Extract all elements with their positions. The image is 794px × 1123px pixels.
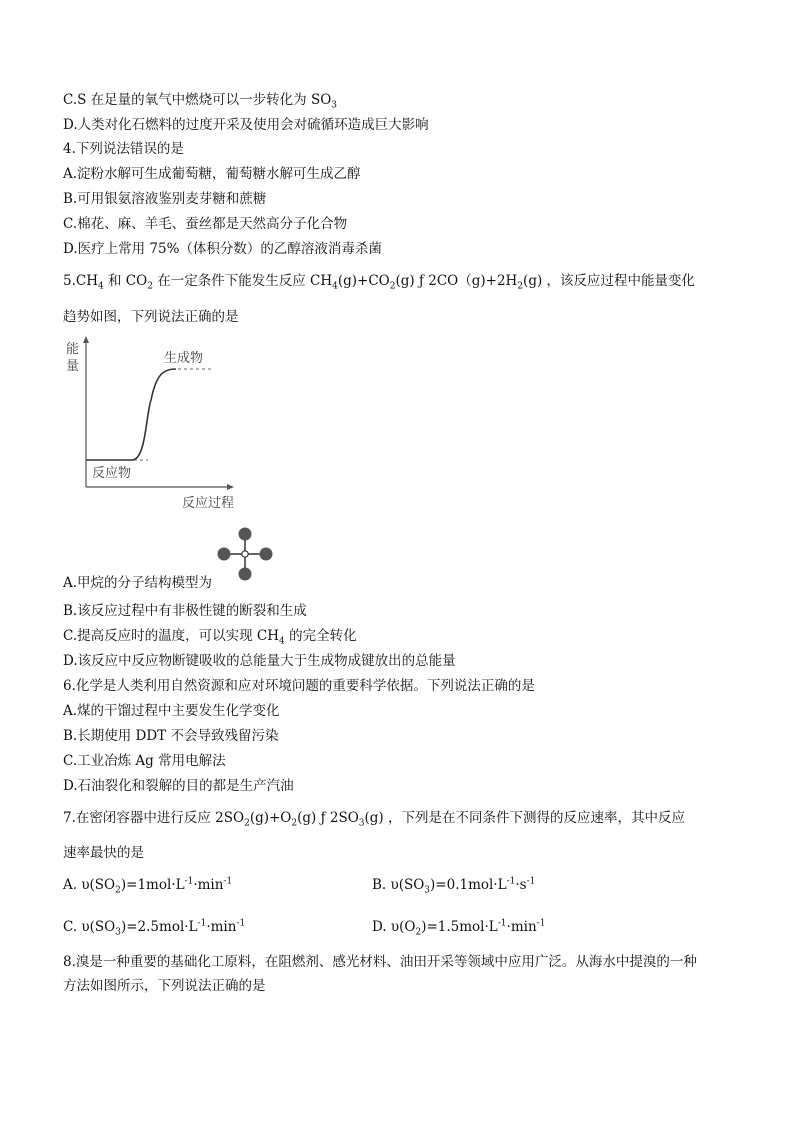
question-6-option-c: C.工业冶炼 Ag 常用电解法 bbox=[63, 753, 226, 769]
question-5-option-c: C.提高反应时的温度，可以实现 $CH_4$ 的完全转化 bbox=[63, 628, 357, 647]
methane-model-icon bbox=[216, 524, 274, 584]
question-7-option-c: C. $\upsilon(SO_3)=2.5mol\cdot L^{-1}\cdot\min^{-1}$ bbox=[63, 918, 246, 938]
question-5-option-a: A.甲烷的分子结构模型为 bbox=[63, 575, 213, 591]
x-axis-arrow bbox=[227, 484, 234, 490]
energy-curve bbox=[86, 369, 176, 460]
question-7-option-d: D. $\upsilon(O_2)=1.5mol\cdot L^{-1}\cdot\min^{-1}$ bbox=[372, 918, 546, 938]
question-4-option-d: D.医疗上常用 75%（体积分数）的乙醇溶液消毒杀菌 bbox=[63, 241, 382, 257]
question-5-stem: $5.CH_4$ 和 $CO_2$ 在一定条件下能发生反应 $CH_4(g)+CO_2(g)$ ƒ $2CO(g)+2H_2(g)$ ，该反应过程中能量变化 bbox=[63, 273, 696, 292]
question-8-stem-line-2: 方法如图所示，下列说法正确的是 bbox=[63, 978, 266, 994]
reactant-label: 反应物 bbox=[92, 466, 132, 481]
line-option-d: D.人类对化石燃料的过度开采及使用会对硫循环造成巨大影响 bbox=[63, 117, 429, 133]
question-4-option-c: C.棉花、麻、羊毛、蚕丝都是天然高分子化合物 bbox=[63, 216, 348, 232]
question-5-option-d: D.该反应中反应物断键吸收的总能量大于生成物成键放出的总能量 bbox=[63, 653, 456, 669]
question-6-option-a: A.煤的干馏过程中主要发生化学变化 bbox=[63, 703, 280, 719]
product-label: 生成物 bbox=[164, 351, 204, 366]
question-4-option-b: B.可用银氨溶液鉴别麦芽糖和蔗糖 bbox=[63, 191, 267, 207]
question-7-stem-line-2: 速率最快的是 bbox=[63, 845, 144, 861]
question-6-option-d: D.石油裂化和裂解的目的都是生产汽油 bbox=[63, 778, 294, 794]
question-4-stem: 4.下列说法错误的是 bbox=[63, 141, 184, 157]
question-4-option-a: A.淀粉水解可生成葡萄糖，葡萄糖水解可生成乙醇 bbox=[63, 166, 361, 182]
question-5-option-b: B.该反应过程中有非极性键的断裂和生成 bbox=[63, 603, 307, 619]
x-axis-label: 反应过程 bbox=[182, 496, 235, 511]
question-7-option-b: B. $\upsilon(SO_3)=0.1mol\cdot L^{-1}\cdot s^{-1}$ bbox=[372, 876, 536, 896]
y-axis-arrow bbox=[83, 336, 89, 343]
y-axis-label-1: 能 bbox=[66, 342, 80, 357]
question-7-option-a: A. $\upsilon(SO_2)=1mol\cdot L^{-1}\cdot\min^{-1}$ bbox=[63, 876, 233, 896]
question-7-stem: 7.在密闭容器中进行反应 $2SO_2(g)+O_2(g)$ ƒ $2SO_3(g)$ ，下列是在不同条件下测得的反应速率，其中反应 bbox=[63, 810, 685, 829]
question-8-stem: 8.溴是一种重要的基础化工原料，在阻燃剂、感光材料、油田开采等领域中应用广泛。从海水中提溴的一种 bbox=[63, 954, 697, 970]
question-5-stem-line-2: 趋势如图，下列说法正确的是 bbox=[63, 309, 239, 325]
y-axis-label-2: 量 bbox=[66, 359, 80, 374]
line-option-c: C.S 在足量的氧气中燃烧可以一步转化为 $SO_3$ bbox=[63, 92, 338, 111]
question-6-option-b: B.长期使用 DDT 不会导致残留污染 bbox=[63, 728, 279, 744]
question-6-stem: 6.化学是人类利用自然资源和应对环境问题的重要科学依据。下列说法正确的是 bbox=[63, 678, 535, 694]
energy-diagram bbox=[62, 336, 252, 516]
